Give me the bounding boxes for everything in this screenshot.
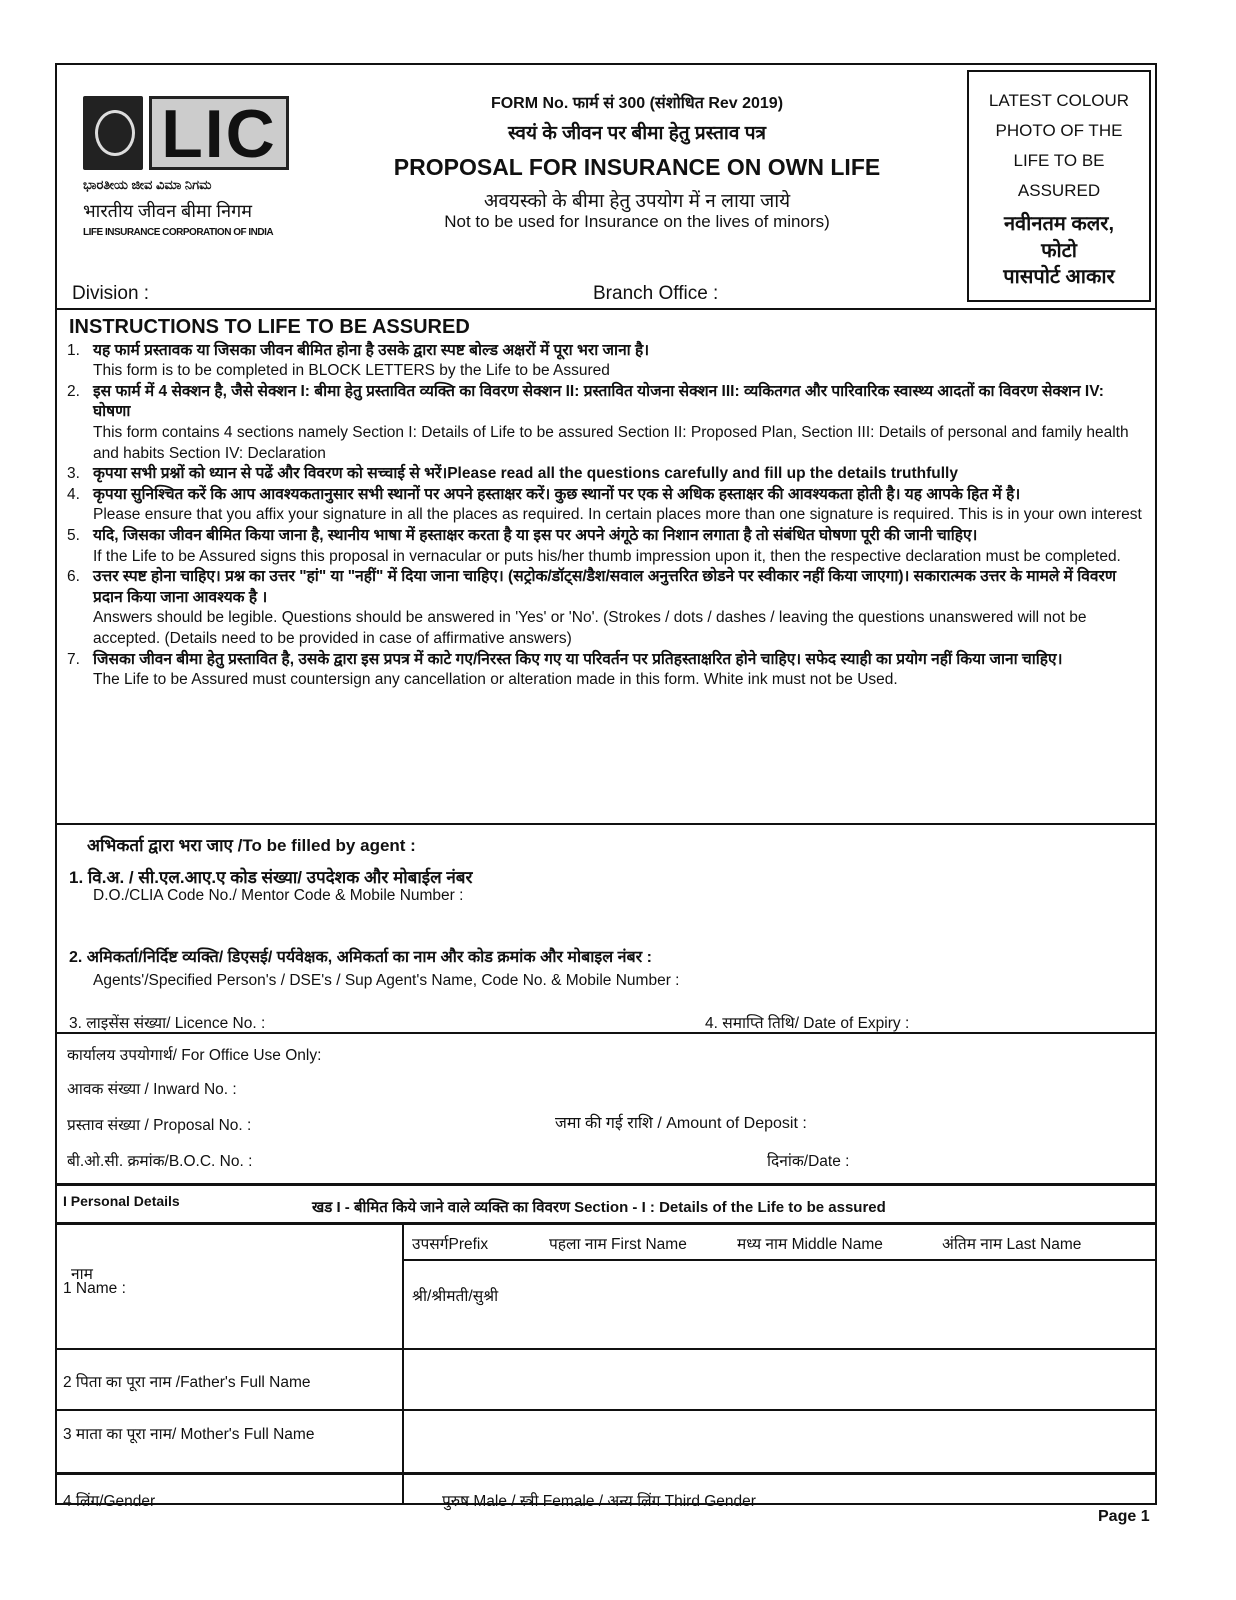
instruction-number: 6. <box>67 568 80 586</box>
instruction-item <box>67 464 1143 485</box>
expiry-date-label: 4. समाप्ति तिथि/ Date of Expiry : <box>705 1015 910 1032</box>
photo-box <box>967 70 1151 302</box>
divider <box>57 823 1155 825</box>
form-title: PROPOSAL FOR INSURANCE ON OWN LIFE <box>393 154 881 180</box>
boc-no-label: बी.ओ.सी. क्रमांक/B.O.C. No. : <box>67 1153 253 1170</box>
instruction-hindi: यदि, जिसका जीवन बीमित किया जाना है, स्थानीय भाषा में हस्ताक्षर करता है या इस पर अपने अंगूठे का निशान लगाता है तो संबंधित घोषणा पूरी की जानी चाहिए। <box>93 526 978 544</box>
gender-label: 4 लिंग/Gender <box>63 1493 156 1510</box>
prefix-value: श्री/श्रीमती/सुश्री <box>412 1288 499 1305</box>
instruction-english: This form contains 4 sections namely Section I: Details of Life to be assured Section II: Proposed Plan, Section III: Details of personal and family health and habits Section IV: Declaration <box>93 423 1129 462</box>
father-name-label: 2 पिता का पूरा नाम /Father's Full Name <box>63 1374 311 1391</box>
father-name-input[interactable] <box>404 1350 1155 1408</box>
instruction-hindi: यह फार्म प्रस्तावक या जिसका जीवन बीमित होना है उसके द्वारा स्पष्ट बोल्ड अक्षरों में पूरा भरा जाना है। <box>93 341 650 359</box>
personal-details-label: I Personal Details <box>63 1193 180 1209</box>
deposit-amount-label: जमा की गई राशि / Amount of Deposit : <box>555 1115 807 1132</box>
instruction-item <box>67 382 1143 464</box>
instruction-hindi: कृपया सुनिश्चित करें कि आप आवश्यकतानुसार सभी स्थानों पर अपने हस्ताक्षर करें। कुछ स्थानों पर एक से अधिक हस्ताक्षर की आवश्यकता होती है। यह आपके हित में है। <box>93 485 1021 503</box>
instruction-number: 2. <box>67 382 80 400</box>
licence-no-label: 3. लाइसेंस संख्या/ Licence No. : <box>69 1015 266 1032</box>
subtitle-hindi: अवयस्को के बीमा हेतु उपयोग में न लाया जाये <box>483 191 791 212</box>
instruction-hindi: इस फार्म में 4 सेक्शन है, जैसे सेक्शन I: बीमा हेतु प्रस्तावित व्यक्ति का विवरण सेक्शन II: प्रस्तावित योजना सेक्शन III: व्यकितगत और पारिवारिक स्वास्थ्य आदतों का विवरण सेक्शन IV: घोषणा <box>93 382 1104 421</box>
personal-details-table <box>57 1222 1155 1510</box>
name-label: 1 Name : <box>63 1280 126 1297</box>
col-first-name: पहला नाम First Name <box>549 1236 687 1253</box>
photo-line: LIFE TO BE <box>1013 151 1105 170</box>
instruction-number: 3. <box>67 465 80 483</box>
form-number: FORM No. फार्म सं 300 (संशोधित Rev 2019) <box>490 95 784 112</box>
divider <box>57 308 1155 310</box>
col-last-name: अंतिम नाम Last Name <box>942 1236 1082 1253</box>
instruction-number: 1. <box>67 341 80 359</box>
instruction-english: The Life to be Assured must countersign any cancellation or alteration made in this form. White ink must not be Used. <box>93 671 898 689</box>
col-middle-name: मध्य नाम Middle Name <box>737 1236 883 1253</box>
logo-english: LIFE INSURANCE CORPORATION OF INDIA <box>83 227 274 238</box>
photo-hindi: पासपोर्ट आकार <box>1003 266 1115 288</box>
divider <box>57 1183 1155 1186</box>
instruction-english: If the Life to be Assured signs this proposal in vernacular or puts his/her thumb impression upon it, then the respective declaration must be completed. <box>93 547 1121 565</box>
agent-section-title: अभिकर्ता द्वारा भरा जाए /To be filled by agent : <box>87 836 416 855</box>
instruction-item <box>67 567 1143 649</box>
name-label-hindi: नाम <box>71 1266 93 1283</box>
section1-title: खड I - बीमित किये जाने वाले व्यक्ति का विवरण Section - I : Details of the Life to be assured <box>312 1199 886 1216</box>
instruction-hindi: जिसका जीवन बीमा हेतु प्रस्तावित है, उसके द्वारा इस प्रपत्र में काटे गए/निरस्त किए गए या परिवर्तन पर प्रतिहस्ताक्षरित होने चाहिए। सफेद स्याही का प्रयोग नहीं किया जाना चाहिए। <box>93 650 1063 668</box>
instruction-item <box>67 485 1143 526</box>
photo-line: ASSURED <box>1017 181 1101 200</box>
agent-code-label: D.O./CLIA Code No./ Mentor Code & Mobile Number : <box>93 887 464 904</box>
divider <box>57 1032 1155 1034</box>
instruction-english: This form is to be completed in BLOCK LETTERS by the Life to be Assured <box>93 362 610 380</box>
branch-office-label: Branch Office : <box>593 283 719 304</box>
instruction-english: Please ensure that you affix your signature in all the places as required. In certain places more than one signature is required. This is in your own interest <box>93 506 1142 524</box>
instruction-item <box>67 526 1143 567</box>
office-date-label: दिनांक/Date : <box>767 1153 850 1170</box>
logo-hindi: भारतीय जीवन बीमा निगम <box>83 201 252 221</box>
office-use-title: कार्यालय उपयोगार्थ/ For Office Use Only: <box>67 1047 322 1064</box>
instructions-title: INSTRUCTIONS TO LIFE TO BE ASSURED <box>69 316 470 338</box>
photo-line: LATEST COLOUR <box>988 91 1130 110</box>
photo-line: PHOTO OF THE <box>995 121 1123 140</box>
photo-hindi: फोटो <box>1041 240 1077 262</box>
title-hindi: स्वयं के जीवन पर बीमा हेतु प्रस्ताव पत्र <box>508 123 766 144</box>
photo-hindi: नवीनतम कलर, <box>1003 213 1115 235</box>
instruction-number: 7. <box>67 650 80 668</box>
instructions-section <box>67 317 1143 691</box>
mother-name-label: 3 माता का पूरा नाम/ Mother's Full Name <box>63 1426 315 1443</box>
name-input[interactable] <box>404 1262 1155 1347</box>
instruction-item <box>67 650 1143 691</box>
proposal-no-label: प्रस्ताव संख्या / Proposal No. : <box>67 1117 252 1134</box>
logo-kannada: ಭಾರತೀಯ ಜೀವ ವಿಮಾ ನಿಗಮ <box>83 177 212 192</box>
instruction-hindi: कृपया सभी प्रश्नों को ध्यान से पढें और विवरण को सच्चाई से भरें।Please read all the questions carefully and fill up the details truthfully <box>93 465 958 483</box>
form-frame <box>55 63 1157 1510</box>
agent-q1-hindi: 1. वि.अ. / सी.एल.आए.ए कोड संख्या/ उपदेशक और मोबाईल नंबर <box>69 868 473 887</box>
division-label: Division : <box>72 283 150 304</box>
instruction-english: Answers should be legible. Questions should be answered in 'Yes' or 'No'. (Strokes / dots / dashes / leaving the questions unanswered will not be accepted. (Details need to be provided in case of affirmative answers) <box>93 609 1087 647</box>
col-prefix: उपसर्गPrefix <box>412 1236 489 1253</box>
instruction-number: 5. <box>67 526 80 544</box>
agent-q2-hindi: 2. अमिकर्ता/निर्दिष्ट व्यक्ति/ डिएसई/ पर्यवेक्षक, अमिकर्ता का नाम और कोड क्रमांक और मोबाइल नंबर : <box>69 949 652 966</box>
inward-no-label: आवक संख्या / Inward No. : <box>67 1081 237 1098</box>
form-subtitle: Not to be used for Insurance on the lives of minors) <box>444 212 830 231</box>
agent-name-label: Agents'/Specified Person's / DSE's / Sup Agent's Name, Code No. & Mobile Number : <box>93 972 680 989</box>
instruction-number: 4. <box>67 485 80 503</box>
lic-logo: LIC <box>149 96 289 170</box>
instruction-hindi: उत्तर स्पष्ट होना चाहिए। प्रश्न का उत्तर "हां" या "नहीं" में दिया जाना चाहिए। (सट्रोक/डॉट्स/डैश/सवाल अनुत्तरित छोडने पर स्वीकार नहीं किया जाएगा)। सकारात्मक उत्तर के मामले में विवरण प्रदान किया जाना आवश्यक है । <box>93 568 1117 606</box>
gender-options[interactable]: पुरुष Male / स्त्री Female / अन्य लिंग Third Gender <box>442 1493 756 1510</box>
mother-name-input[interactable] <box>404 1411 1155 1471</box>
instruction-item <box>67 341 1143 382</box>
lic-emblem-icon <box>83 96 143 170</box>
page-number: Page 1 <box>1098 1508 1150 1525</box>
